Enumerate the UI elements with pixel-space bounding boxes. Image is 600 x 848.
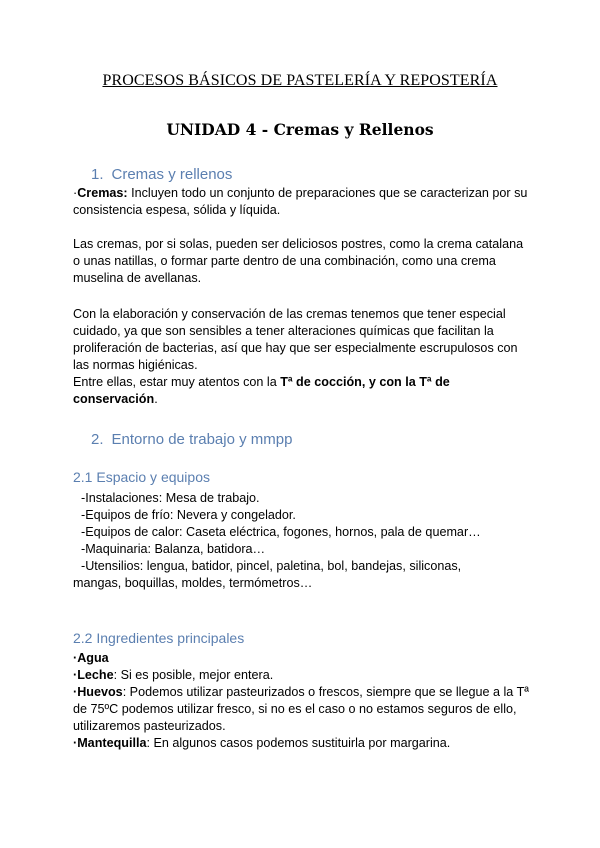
paragraph-temperatura [73,374,533,408]
cremas-def: Incluyen todo un conjunto de preparaciones que se caracterizan por su consistencia espesa, sólida y líquida. [73,186,528,217]
paragraph-text: Con la elaboración y conservación de las cremas tenemos que tener especial cuidado, ya que son sensibles a tener alteraciones químicas que facilitan la proliferación de bacterias, así que hay que ser especialmente escrupulosos con las normas higiénicas. [73,307,518,372]
section-1-title: Cremas y rellenos [111,166,233,183]
list-item: -Equipos de frío: Nevera y congelador. [81,508,296,522]
document-title: PROCESOS BÁSICOS DE PASTELERÍA Y REPOSTERÍA [102,72,498,89]
list-item [73,650,533,667]
ingredients-list [73,650,533,752]
section-1-heading [91,166,232,183]
cremas-term: Cremas: [77,186,128,200]
list-item: -Maquinaria: Balanza, batidora… [81,542,266,556]
ingredient-term: ·Agua [73,651,109,665]
ingredient-text: : Podemos utilizar pasteurizados o frescos, siempre que se llegue a la Tª de 75ºC podemos utilizar fresco, si no es el caso o no estamos seguros de ello, utilizaremos pasteurizados. [73,685,529,733]
bullet: · [73,186,78,200]
section-1-number: 1. [91,166,104,183]
list-item [73,667,533,684]
list-item: -Utensilios: lengua, batidor, pincel, paletina, bol, bandejas, siliconas, [81,559,462,573]
text-span: . [154,392,158,406]
paragraph-cremas-postres [73,236,533,287]
cremas-definition [73,185,533,219]
paragraph-elaboracion [73,306,533,408]
list-item-continuation: mangas, boquillas, moldes, termómetros… [73,576,313,590]
text-span: Entre ellas, estar muy atentos con la [73,375,281,389]
list-item [73,735,533,752]
ingredient-term: ·Huevos [73,685,123,699]
list-item: -Instalaciones: Mesa de trabajo. [81,491,260,505]
equipment-list [73,490,533,592]
bold-text: Tª de cocción, y con la Tª de conservación [73,375,450,406]
subsection-2-2-heading: 2.2 Ingredientes principales [73,630,245,646]
subsection-2-1-heading: 2.1 Espacio y equipos [73,469,210,485]
ingredient-term: ·Mantequilla [73,736,147,750]
section-2-heading [91,431,292,448]
ingredient-text: : Si es posible, mejor entera. [113,668,274,682]
section-2-number: 2. [91,431,104,448]
ingredient-text: : En algunos casos podemos sustituirla por margarina. [146,736,451,750]
list-item [73,684,533,735]
section-2-title: Entorno de trabajo y mmpp [111,431,293,448]
paragraph-text: Las cremas, por si solas, pueden ser deliciosos postres, como la crema catalana o unas natillas, o formar parte dentro de una combinación, como una crema muselina de avellanas. [73,237,524,285]
unit-title: UNIDAD 4 - Cremas y Rellenos [166,120,434,139]
ingredient-term: ·Leche [73,668,114,682]
list-item: -Equipos de calor: Caseta eléctrica, fogones, hornos, pala de quemar… [81,525,481,539]
